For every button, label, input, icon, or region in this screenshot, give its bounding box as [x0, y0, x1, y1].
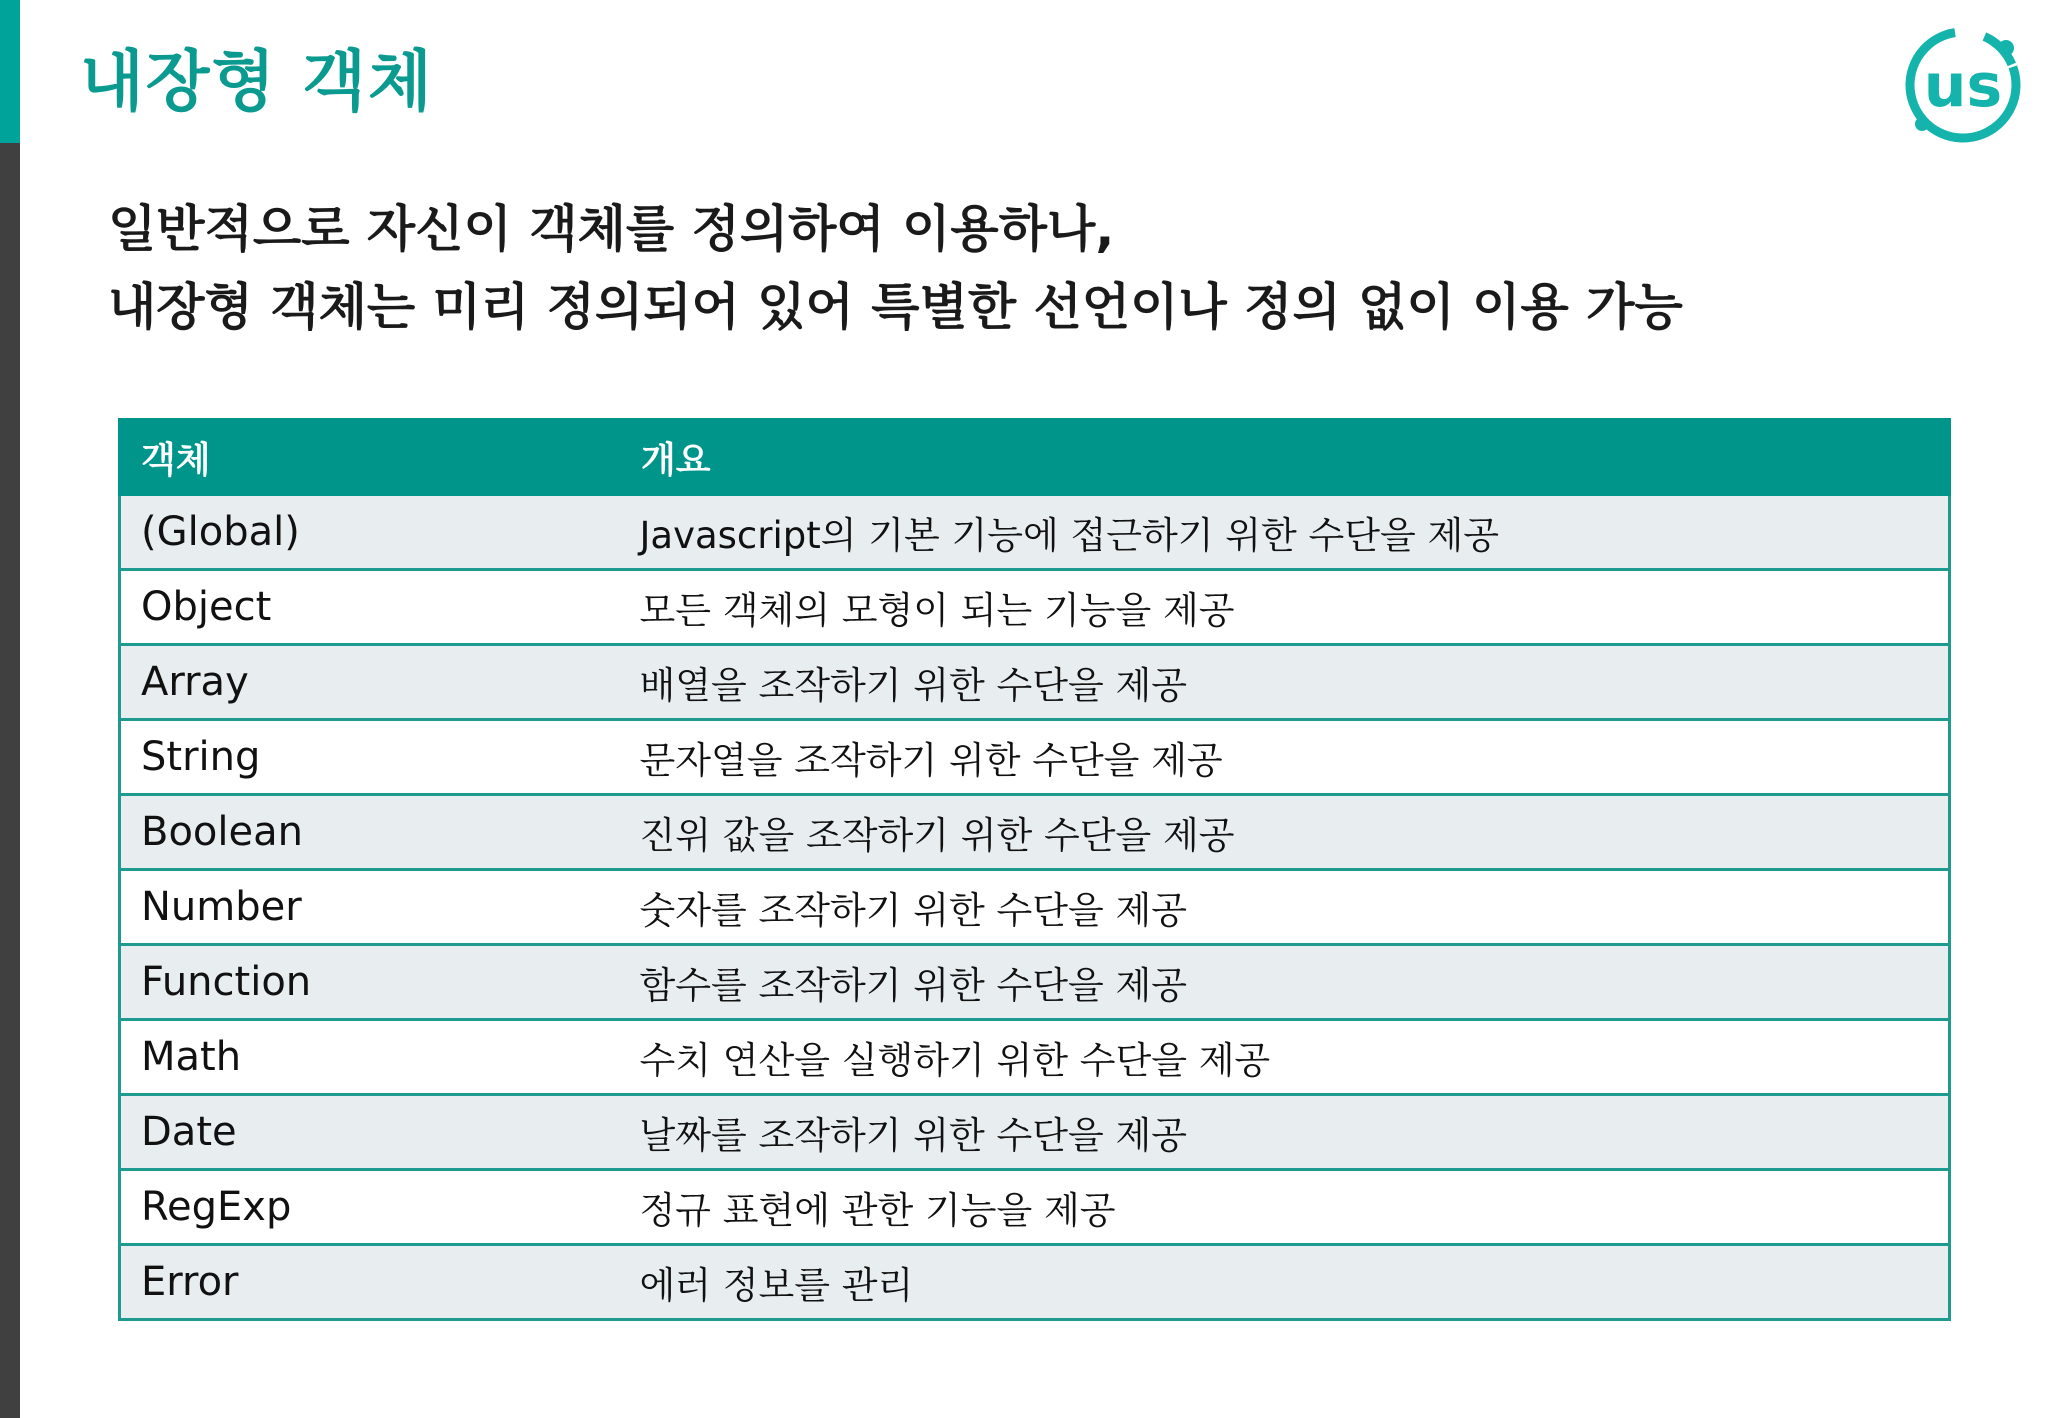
table-header-row [120, 420, 1950, 495]
object-name: Error [120, 1245, 620, 1320]
table-row [120, 645, 1950, 720]
object-name: Object [120, 570, 620, 645]
intro-line-2: 내장형 객체는 미리 정의되어 있어 특별한 선언이나 정의 없이 이용 가능 [108, 278, 1683, 336]
object-name: (Global) [120, 495, 620, 570]
object-summary: 수치 연산을 실행하기 위한 수단을 제공 [620, 1020, 1950, 1095]
object-name: Number [120, 870, 620, 945]
logo-text: us [1923, 51, 2003, 121]
object-name: Math [120, 1020, 620, 1095]
object-summary: 정규 표현에 관한 기능을 제공 [620, 1170, 1950, 1245]
table-row [120, 945, 1950, 1020]
side-accent-bar [0, 0, 20, 143]
object-name: Date [120, 1095, 620, 1170]
object-summary: 배열을 조작하기 위한 수단을 제공 [620, 645, 1950, 720]
table-row [120, 1020, 1950, 1095]
table-row [120, 1170, 1950, 1245]
object-name: Function [120, 945, 620, 1020]
side-dark-bar [0, 143, 20, 1418]
intro-text [108, 190, 1988, 346]
intro-line-1: 일반적으로 자신이 객체를 정의하여 이용하나, [108, 200, 1115, 258]
table-row [120, 495, 1950, 570]
object-name: Boolean [120, 795, 620, 870]
table-row [120, 870, 1950, 945]
object-summary: 진위 값을 조작하기 위한 수단을 제공 [620, 795, 1950, 870]
table-row [120, 795, 1950, 870]
object-summary: 숫자를 조작하기 위한 수단을 제공 [620, 870, 1950, 945]
object-name: RegExp [120, 1170, 620, 1245]
us-logo-icon [1898, 20, 2028, 150]
object-summary: 문자열을 조작하기 위한 수단을 제공 [620, 720, 1950, 795]
object-summary: 에러 정보를 관리 [620, 1245, 1950, 1320]
object-name: String [120, 720, 620, 795]
object-summary: 모든 객체의 모형이 되는 기능을 제공 [620, 570, 1950, 645]
table-row [120, 1095, 1950, 1170]
table-row [120, 1245, 1950, 1320]
builtin-objects-table [118, 418, 1948, 1321]
object-summary: Javascript의 기본 기능에 접근하기 위한 수단을 제공 [620, 495, 1950, 570]
object-name: Array [120, 645, 620, 720]
table-row [120, 570, 1950, 645]
header-summary: 개요 [620, 420, 1950, 495]
header-object: 객체 [120, 420, 620, 495]
object-summary: 함수를 조작하기 위한 수단을 제공 [620, 945, 1950, 1020]
table-row [120, 720, 1950, 795]
object-summary: 날짜를 조작하기 위한 수단을 제공 [620, 1095, 1950, 1170]
slide-title: 내장형 객체 [80, 43, 434, 120]
